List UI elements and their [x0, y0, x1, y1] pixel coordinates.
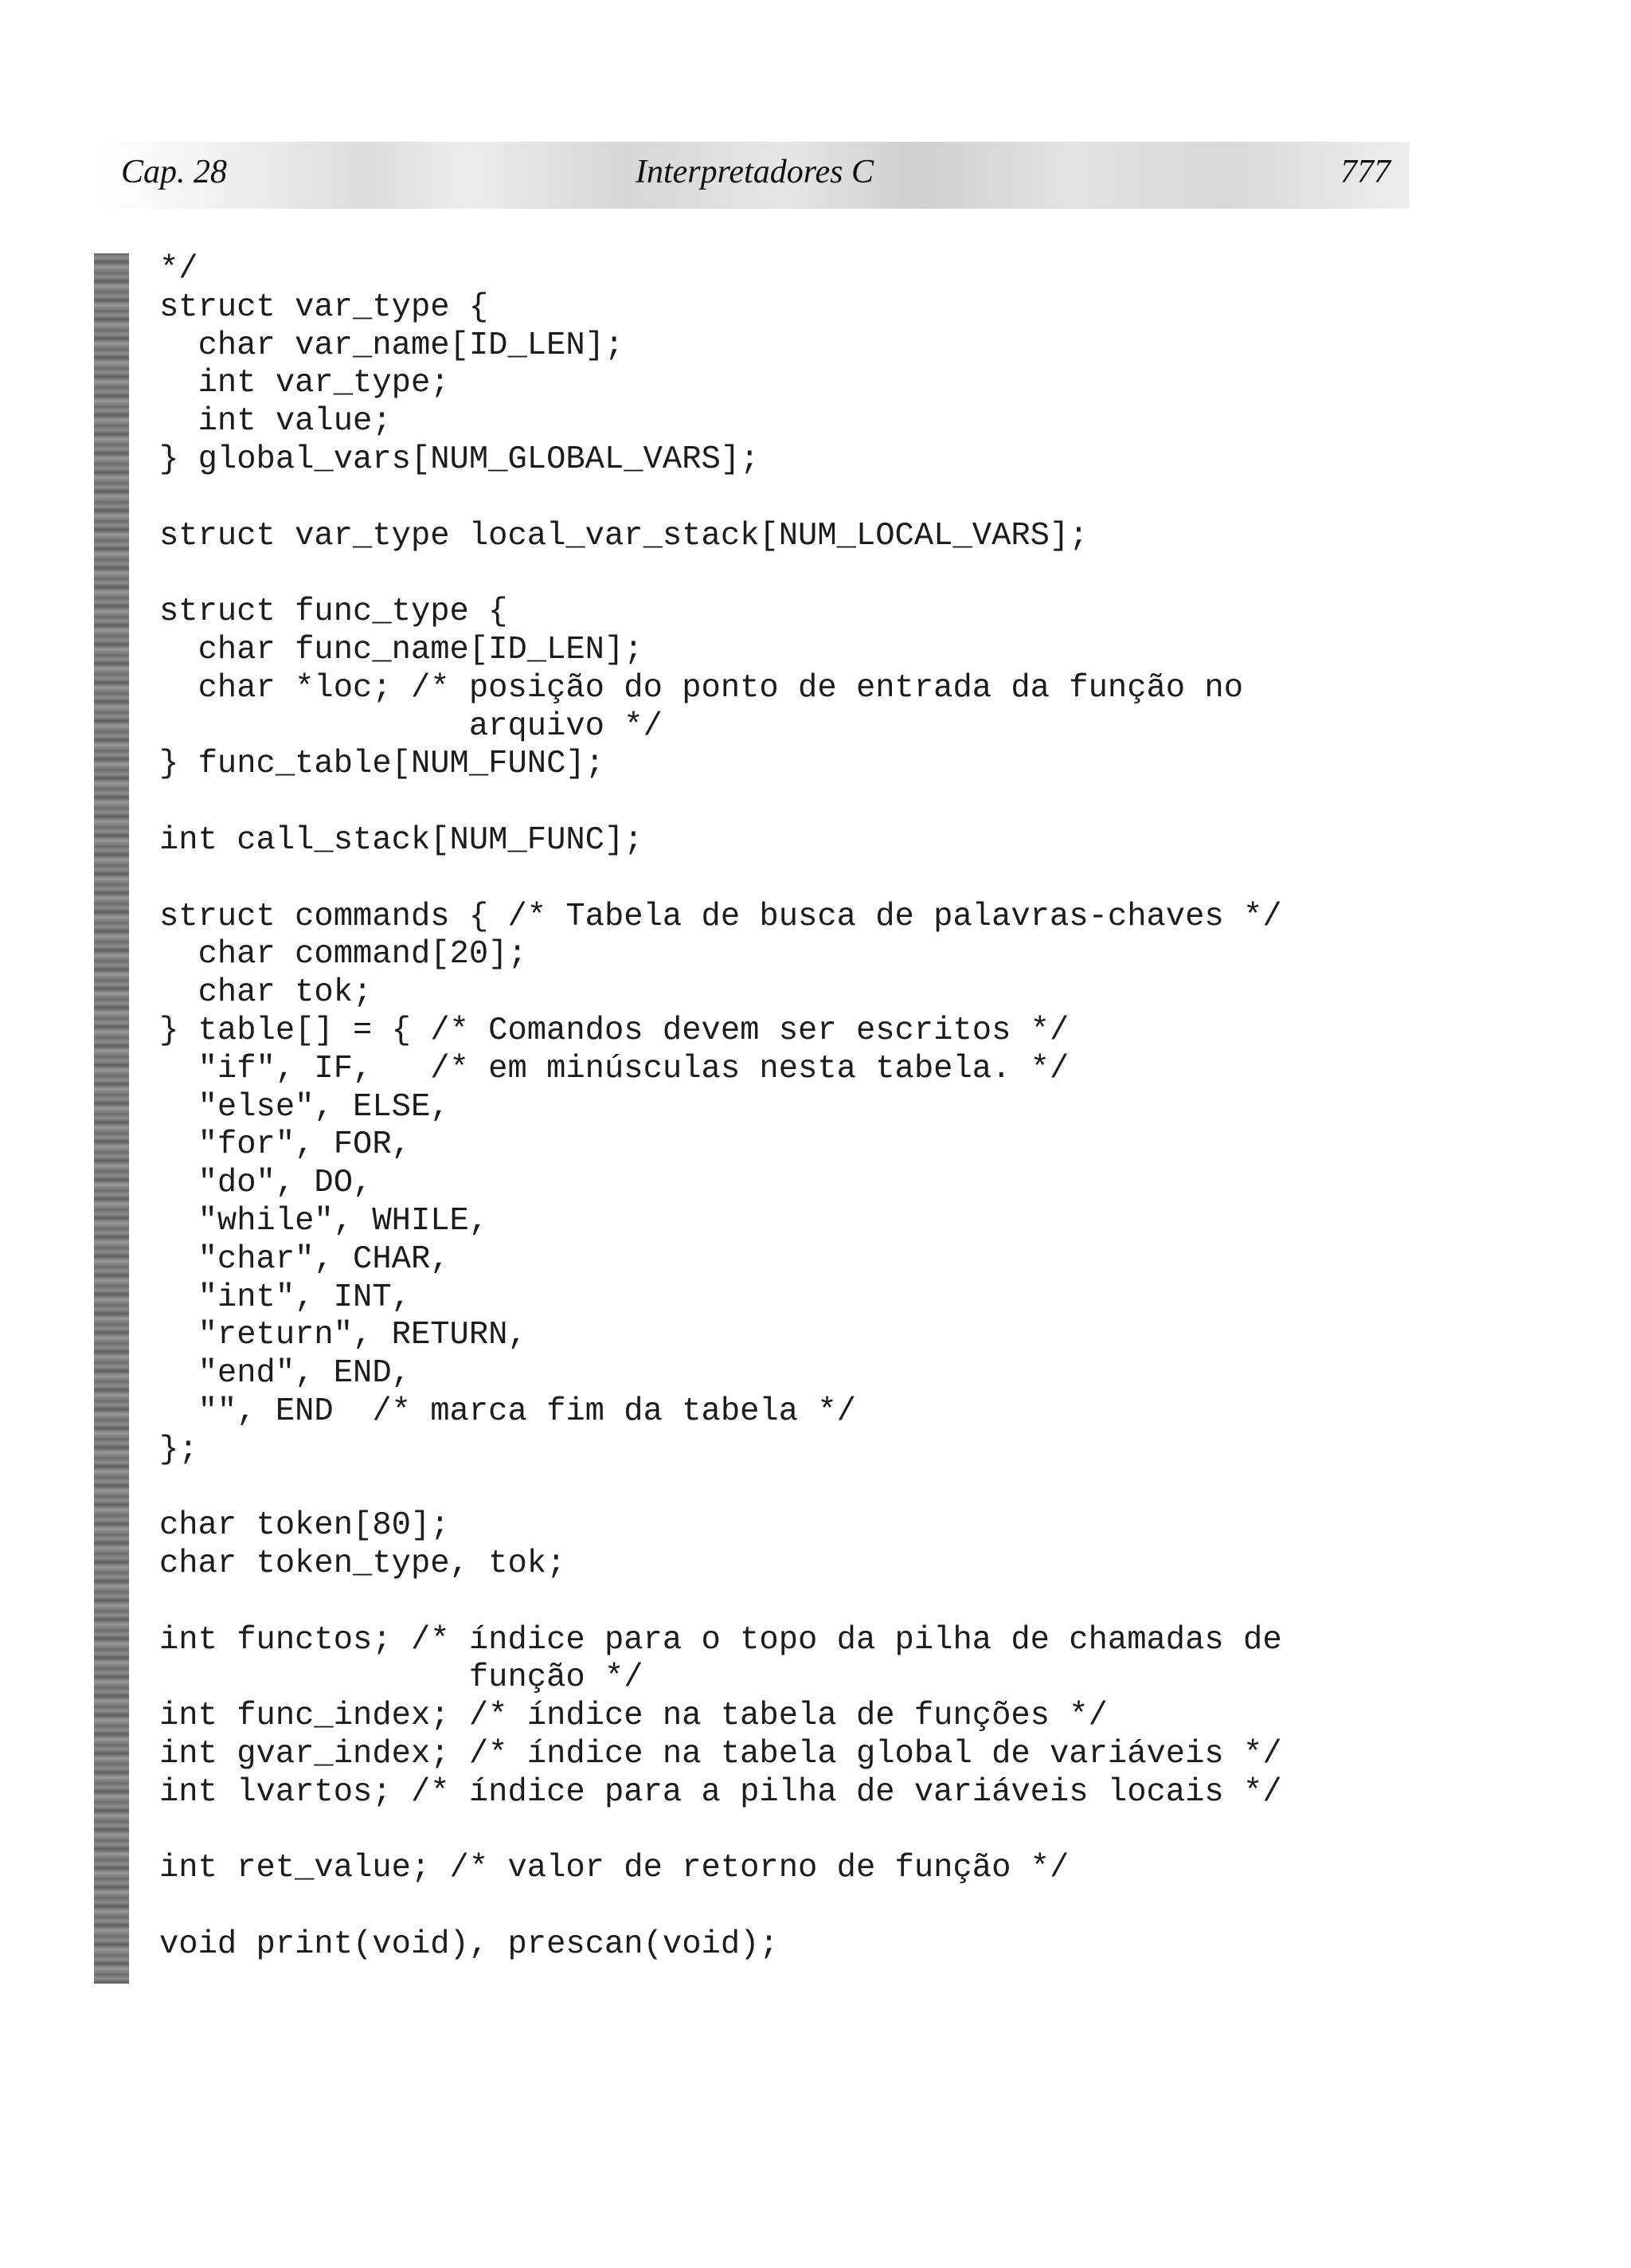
- code-line: int call_stack[NUM_FUNC];: [159, 821, 643, 859]
- code-line: int func_index; /* índice na tabela de funções */: [159, 1698, 1108, 1735]
- code-line: char command[20];: [159, 936, 527, 973]
- code-line: };: [159, 1431, 198, 1468]
- code-line: int lvartos; /* índice para a pilha de variáveis locais */: [159, 1773, 1282, 1811]
- code-line: "if", IF, /* em minúsculas nesta tabela. */: [159, 1050, 1070, 1087]
- code-line: char *loc; /* posição do ponto de entrada da função no: [159, 669, 1244, 707]
- code-line: int functos; /* índice para o topo da pilha de chamadas de: [159, 1621, 1282, 1659]
- code-line: } global_vars[NUM_GLOBAL_VARS];: [159, 441, 760, 478]
- code-line: [159, 1584, 1513, 1622]
- code-line: "do", DO,: [159, 1165, 373, 1202]
- chapter-label: Cap. 28: [121, 154, 228, 190]
- code-line: struct var_type {: [159, 288, 489, 326]
- code-line: [159, 555, 1513, 593]
- code-line: "char", CHAR,: [159, 1240, 450, 1278]
- code-line: [159, 860, 1513, 899]
- chapter-title: Interpretadores C: [636, 154, 874, 190]
- code-line: int ret_value; /* valor de retorno de função */: [159, 1850, 1070, 1887]
- code-line: struct commands { /* Tabela de busca de palavras-chaves */: [159, 898, 1282, 935]
- code-line: struct func_type {: [159, 593, 508, 631]
- code-listing: [159, 251, 1513, 1964]
- code-line: "return", RETURN,: [159, 1317, 527, 1354]
- code-line: [159, 1470, 1513, 1508]
- code-line: void print(void), prescan(void);: [159, 1926, 779, 1964]
- code-line: [159, 480, 1513, 518]
- page-number: 777: [1340, 154, 1390, 190]
- code-line: int var_type;: [159, 365, 450, 402]
- code-line: struct var_type local_var_stack[NUM_LOCAL_VARS];: [159, 517, 1089, 554]
- code-line: "int", INT,: [159, 1279, 411, 1316]
- code-line: char func_name[ID_LEN];: [159, 631, 643, 668]
- code-line: função */: [159, 1659, 643, 1697]
- code-line: [159, 784, 1513, 822]
- code-line: "while", WHILE,: [159, 1202, 489, 1240]
- code-line: arquivo */: [159, 707, 663, 745]
- code-line: } table[] = { /* Comandos devem ser escritos */: [159, 1012, 1070, 1049]
- margin-scan-bar: [94, 253, 129, 1984]
- code-line: char token[80];: [159, 1507, 450, 1545]
- code-line: "end", END,: [159, 1355, 411, 1393]
- page-header: [104, 142, 1410, 209]
- code-line: "else", ELSE,: [159, 1088, 450, 1126]
- code-line: [159, 1888, 1513, 1926]
- code-line: "for", FOR,: [159, 1126, 411, 1164]
- code-line: char token_type, tok;: [159, 1545, 566, 1583]
- code-line: [159, 1812, 1513, 1851]
- code-line: */: [159, 251, 198, 288]
- code-line: int gvar_index; /* índice na tabela global de variáveis */: [159, 1736, 1282, 1773]
- code-line: } func_table[NUM_FUNC];: [159, 746, 604, 783]
- code-line: char tok;: [159, 974, 373, 1012]
- code-line: char var_name[ID_LEN];: [159, 327, 624, 364]
- code-line: int value;: [159, 403, 392, 441]
- code-line: "", END /* marca fim da tabela */: [159, 1393, 856, 1430]
